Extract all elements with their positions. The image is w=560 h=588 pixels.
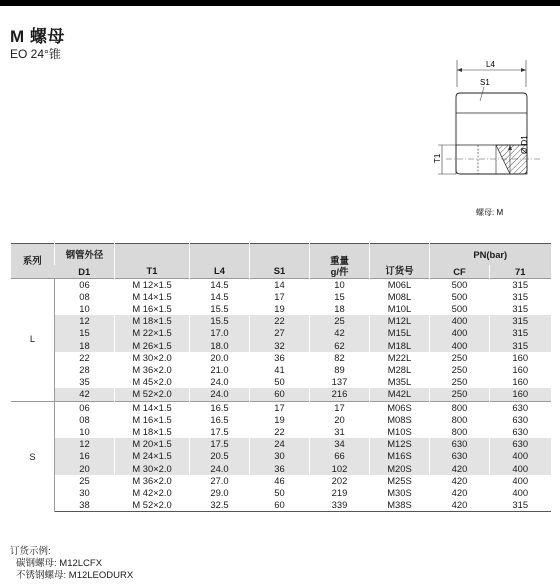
cell-cf: 500 bbox=[430, 303, 490, 315]
cell-order: M12S bbox=[370, 438, 430, 450]
cell-cf: 400 bbox=[430, 340, 490, 352]
cell-cf: 250 bbox=[430, 352, 490, 364]
cell-d1: 15 bbox=[55, 327, 115, 339]
cell-cf: 630 bbox=[430, 438, 490, 450]
cell-s1: 24 bbox=[250, 438, 310, 450]
cell-d1: 30 bbox=[55, 487, 115, 499]
cell-p71: 315 bbox=[490, 327, 551, 339]
cell-d1: 16 bbox=[55, 450, 115, 462]
col-weight-label: 重量 bbox=[330, 254, 349, 266]
col-t1: T1 bbox=[115, 244, 190, 279]
cell-t1: M 22×1.5 bbox=[115, 327, 190, 339]
cell-w: 216 bbox=[310, 388, 370, 401]
order-notes-heading: 订货示例: bbox=[10, 546, 51, 557]
cell-cf: 420 bbox=[430, 463, 490, 475]
col-d1: D1 bbox=[55, 265, 115, 279]
cell-p71: 315 bbox=[490, 303, 551, 315]
cell-s1: 46 bbox=[250, 475, 310, 487]
cell-w: 31 bbox=[310, 426, 370, 438]
cell-p71: 400 bbox=[490, 463, 551, 475]
cell-d1: 06 bbox=[55, 278, 115, 291]
cell-cf: 250 bbox=[430, 364, 490, 376]
cell-order: M06L bbox=[370, 278, 430, 291]
cell-d1: 20 bbox=[55, 463, 115, 475]
cell-w: 42 bbox=[310, 327, 370, 339]
cell-order: M22L bbox=[370, 352, 430, 364]
cell-order: M38S bbox=[370, 499, 430, 512]
cell-p71: 315 bbox=[490, 499, 551, 512]
cell-t1: M 18×1.5 bbox=[115, 315, 190, 327]
series-cell: L bbox=[11, 278, 55, 401]
cell-w: 66 bbox=[310, 450, 370, 462]
cell-l4: 16.5 bbox=[190, 401, 250, 414]
cell-s1: 30 bbox=[250, 450, 310, 462]
cell-w: 137 bbox=[310, 376, 370, 388]
cell-l4: 17.0 bbox=[190, 327, 250, 339]
cell-l4: 24.0 bbox=[190, 376, 250, 388]
cell-l4: 27.0 bbox=[190, 475, 250, 487]
cell-s1: 22 bbox=[250, 426, 310, 438]
cell-order: M10S bbox=[370, 426, 430, 438]
cell-s1: 50 bbox=[250, 487, 310, 499]
cell-s1: 14 bbox=[250, 278, 310, 291]
cell-d1: 42 bbox=[55, 388, 115, 401]
cell-l4: 32.5 bbox=[190, 499, 250, 512]
dim-s1-label: S1 bbox=[480, 78, 490, 87]
dim-l4-label: L4 bbox=[486, 60, 495, 69]
cell-order: M42L bbox=[370, 388, 430, 401]
cell-l4: 15.5 bbox=[190, 303, 250, 315]
cell-cf: 420 bbox=[430, 475, 490, 487]
cell-d1: 18 bbox=[55, 340, 115, 352]
cell-w: 18 bbox=[310, 303, 370, 315]
table-row bbox=[11, 388, 551, 401]
nut-spec-table bbox=[10, 243, 550, 512]
col-s1: S1 bbox=[250, 244, 310, 279]
order-note-carbon: 碳钢螺母: M12LCFX bbox=[16, 558, 103, 569]
cell-p71: 400 bbox=[490, 450, 551, 462]
cell-order: M15L bbox=[370, 327, 430, 339]
cell-t1: M 30×2.0 bbox=[115, 463, 190, 475]
table-row bbox=[11, 438, 551, 450]
cell-cf: 500 bbox=[430, 278, 490, 291]
cell-d1: 22 bbox=[55, 352, 115, 364]
cell-order: M06S bbox=[370, 401, 430, 414]
dim-t1-label: T1 bbox=[433, 153, 442, 163]
table-row bbox=[11, 340, 551, 352]
cell-s1: 60 bbox=[250, 499, 310, 512]
cell-l4: 17.5 bbox=[190, 426, 250, 438]
cell-s1: 17 bbox=[250, 401, 310, 414]
cell-order: M08S bbox=[370, 414, 430, 426]
cell-cf: 250 bbox=[430, 376, 490, 388]
cell-s1: 50 bbox=[250, 376, 310, 388]
cell-l4: 14.5 bbox=[190, 278, 250, 291]
cell-s1: 19 bbox=[250, 414, 310, 426]
cell-s1: 41 bbox=[250, 364, 310, 376]
cell-d1: 35 bbox=[55, 376, 115, 388]
cell-w: 82 bbox=[310, 352, 370, 364]
table-row bbox=[11, 426, 551, 438]
cell-s1: 19 bbox=[250, 303, 310, 315]
col-weight bbox=[310, 244, 370, 279]
col-series: 系列 bbox=[11, 244, 55, 279]
cell-t1: M 14×1.5 bbox=[115, 291, 190, 303]
cell-cf: 420 bbox=[430, 499, 490, 512]
cell-w: 20 bbox=[310, 414, 370, 426]
cell-cf: 250 bbox=[430, 388, 490, 401]
cell-l4: 29.0 bbox=[190, 487, 250, 499]
cell-s1: 27 bbox=[250, 327, 310, 339]
table-row bbox=[11, 401, 551, 414]
cell-p71: 160 bbox=[490, 364, 551, 376]
cell-d1: 38 bbox=[55, 499, 115, 512]
order-notes bbox=[10, 546, 133, 582]
cell-w: 25 bbox=[310, 315, 370, 327]
cell-s1: 22 bbox=[250, 315, 310, 327]
cell-l4: 20.0 bbox=[190, 352, 250, 364]
table-row bbox=[11, 303, 551, 315]
cell-w: 17 bbox=[310, 401, 370, 414]
cell-t1: M 18×1.5 bbox=[115, 426, 190, 438]
cell-d1: 10 bbox=[55, 303, 115, 315]
cell-p71: 160 bbox=[490, 388, 551, 401]
cell-t1: M 16×1.5 bbox=[115, 414, 190, 426]
table-row bbox=[11, 364, 551, 376]
cell-s1: 36 bbox=[250, 463, 310, 475]
cell-w: 219 bbox=[310, 487, 370, 499]
table-header-row bbox=[11, 244, 551, 265]
cell-order: M20S bbox=[370, 463, 430, 475]
cell-w: 62 bbox=[310, 340, 370, 352]
col-71: 71 bbox=[490, 265, 551, 279]
cell-t1: M 42×2.0 bbox=[115, 487, 190, 499]
cell-p71: 160 bbox=[490, 376, 551, 388]
cell-p71: 315 bbox=[490, 278, 551, 291]
cell-s1: 32 bbox=[250, 340, 310, 352]
cell-t1: M 12×1.5 bbox=[115, 278, 190, 291]
table-row bbox=[11, 315, 551, 327]
cell-d1: 28 bbox=[55, 364, 115, 376]
cell-cf: 400 bbox=[430, 327, 490, 339]
cell-cf: 420 bbox=[430, 487, 490, 499]
table-body bbox=[11, 278, 551, 512]
series-cell: S bbox=[11, 401, 55, 512]
cell-t1: M 52×2.0 bbox=[115, 388, 190, 401]
cell-l4: 18.0 bbox=[190, 340, 250, 352]
cell-t1: M 52×2.0 bbox=[115, 499, 190, 512]
cell-l4: 15.5 bbox=[190, 315, 250, 327]
order-note-stainless: 不锈钢螺母: M12LEODURX bbox=[16, 570, 134, 581]
cell-cf: 800 bbox=[430, 426, 490, 438]
col-pipe-od: 钢管外径 bbox=[55, 244, 115, 265]
cell-t1: M 24×1.5 bbox=[115, 450, 190, 462]
cell-w: 102 bbox=[310, 463, 370, 475]
table-row bbox=[11, 414, 551, 426]
cell-d1: 12 bbox=[55, 315, 115, 327]
page-subtitle: EO 24°锥 bbox=[10, 47, 61, 61]
cell-order: M10L bbox=[370, 303, 430, 315]
cell-t1: M 16×1.5 bbox=[115, 303, 190, 315]
cell-p71: 160 bbox=[490, 352, 551, 364]
cell-order: M35L bbox=[370, 376, 430, 388]
cell-s1: 36 bbox=[250, 352, 310, 364]
top-rule bbox=[0, 0, 560, 6]
table-row bbox=[11, 450, 551, 462]
cell-p71: 400 bbox=[490, 475, 551, 487]
cell-p71: 630 bbox=[490, 414, 551, 426]
drawing-caption: 螺母: M bbox=[476, 208, 504, 217]
col-l4: L4 bbox=[190, 244, 250, 279]
cell-order: M18L bbox=[370, 340, 430, 352]
cell-d1: 06 bbox=[55, 401, 115, 414]
cell-p71: 315 bbox=[490, 291, 551, 303]
cell-d1: 08 bbox=[55, 414, 115, 426]
table-row bbox=[11, 463, 551, 475]
cell-t1: M 36×2.0 bbox=[115, 364, 190, 376]
dim-d1-label: Ø D1 bbox=[520, 135, 529, 154]
col-pn: PN(bar) bbox=[430, 244, 551, 265]
cell-order: M25S bbox=[370, 475, 430, 487]
cell-d1: 08 bbox=[55, 291, 115, 303]
cell-l4: 14.5 bbox=[190, 291, 250, 303]
cell-t1: M 30×2.0 bbox=[115, 352, 190, 364]
cell-w: 202 bbox=[310, 475, 370, 487]
cell-t1: M 20×1.5 bbox=[115, 438, 190, 450]
table-row bbox=[11, 499, 551, 512]
cell-p71: 630 bbox=[490, 401, 551, 414]
cell-t1: M 36×2.0 bbox=[115, 475, 190, 487]
cell-t1: M 14×1.5 bbox=[115, 401, 190, 414]
table-row bbox=[11, 352, 551, 364]
cell-d1: 12 bbox=[55, 438, 115, 450]
cell-w: 10 bbox=[310, 278, 370, 291]
cell-w: 15 bbox=[310, 291, 370, 303]
cell-cf: 800 bbox=[430, 414, 490, 426]
col-weight-unit: g/件 bbox=[330, 265, 349, 277]
cell-cf: 630 bbox=[430, 450, 490, 462]
cell-p71: 400 bbox=[490, 487, 551, 499]
cell-w: 34 bbox=[310, 438, 370, 450]
cell-l4: 20.5 bbox=[190, 450, 250, 462]
cell-p71: 630 bbox=[490, 426, 551, 438]
cell-order: M28L bbox=[370, 364, 430, 376]
cell-w: 339 bbox=[310, 499, 370, 512]
cell-t1: M 45×2.0 bbox=[115, 376, 190, 388]
table-row bbox=[11, 487, 551, 499]
table-row bbox=[11, 327, 551, 339]
nut-drawing bbox=[400, 55, 560, 235]
cell-s1: 60 bbox=[250, 388, 310, 401]
cell-cf: 800 bbox=[430, 401, 490, 414]
table-row bbox=[11, 278, 551, 291]
table-row bbox=[11, 376, 551, 388]
cell-cf: 400 bbox=[430, 315, 490, 327]
cell-d1: 25 bbox=[55, 475, 115, 487]
cell-order: M30S bbox=[370, 487, 430, 499]
col-order: 订货号 bbox=[370, 244, 430, 279]
table-row bbox=[11, 475, 551, 487]
cell-d1: 10 bbox=[55, 426, 115, 438]
cell-p71: 315 bbox=[490, 340, 551, 352]
cell-s1: 17 bbox=[250, 291, 310, 303]
cell-l4: 24.0 bbox=[190, 463, 250, 475]
cell-order: M16S bbox=[370, 450, 430, 462]
cell-cf: 500 bbox=[430, 291, 490, 303]
cell-l4: 21.0 bbox=[190, 364, 250, 376]
table-row bbox=[11, 291, 551, 303]
cell-order: M08L bbox=[370, 291, 430, 303]
cell-l4: 17.5 bbox=[190, 438, 250, 450]
cell-w: 89 bbox=[310, 364, 370, 376]
cell-l4: 16.5 bbox=[190, 414, 250, 426]
cell-l4: 24.0 bbox=[190, 388, 250, 401]
page-title: M 螺母 bbox=[10, 27, 65, 46]
cell-t1: M 26×1.5 bbox=[115, 340, 190, 352]
cell-p71: 315 bbox=[490, 315, 551, 327]
cell-order: M12L bbox=[370, 315, 430, 327]
col-cf: CF bbox=[430, 265, 490, 279]
cell-p71: 630 bbox=[490, 438, 551, 450]
